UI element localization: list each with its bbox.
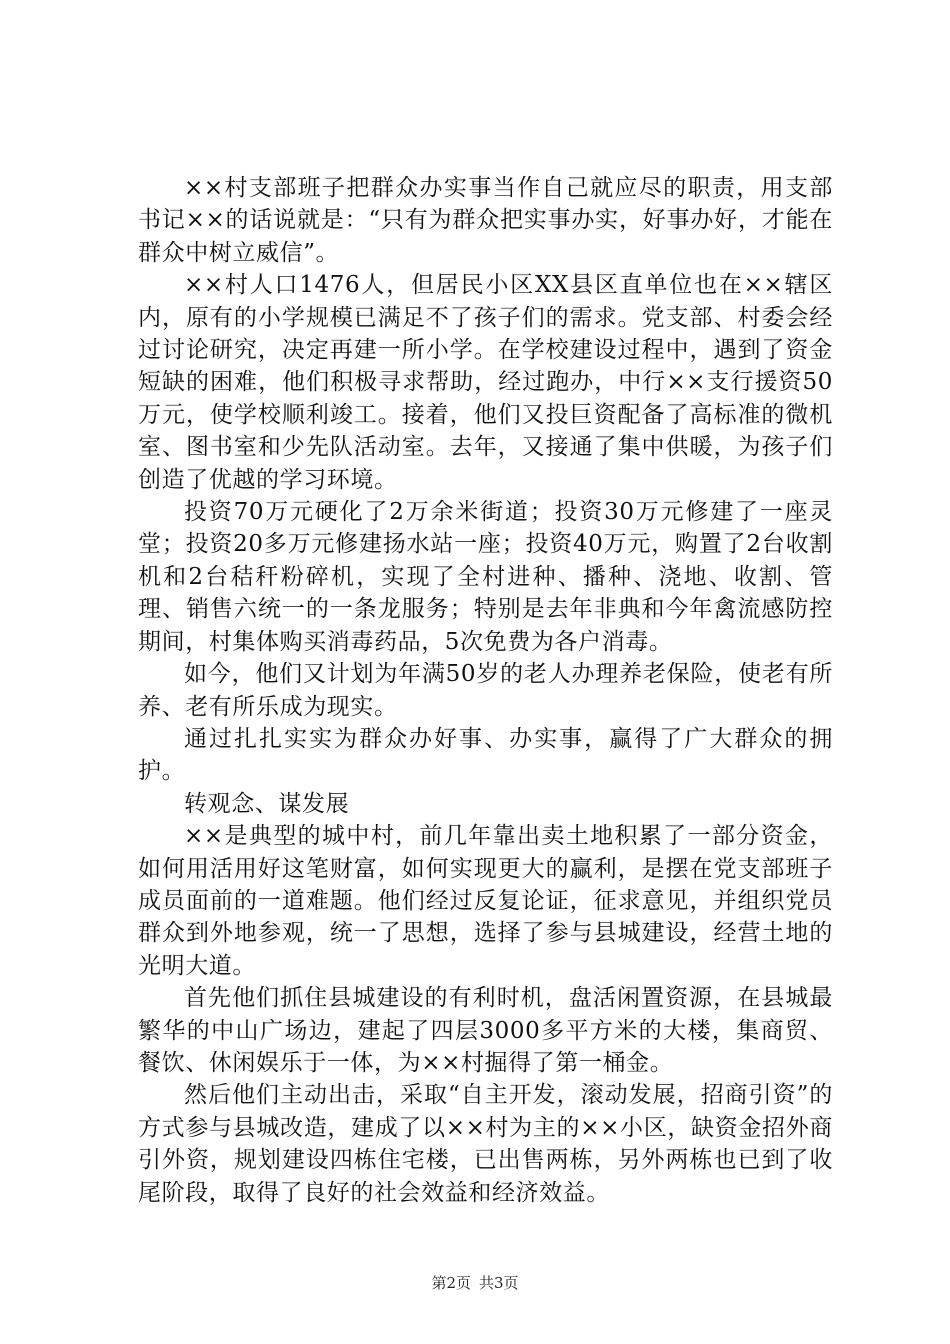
paragraph-service-duty: ××村支部班子把群众办实事当作自己就应尽的职责，用支部书记××的话说就是：“只有为群众把实事办实，好事办好，才能在群众中树立威信”。 bbox=[138, 175, 833, 266]
paragraph-residential-project: 然后他们主动出击，采取“自主开发，滚动发展，招商引资”的方式参与县城改造，建成了以××村为主的××小区，缺资金招外商引外资，规划建设四栋住宅楼，已出售两栋，另外两栋也已到了收尾阶段，取得了良好的社会效益和经济效益。 bbox=[138, 1082, 833, 1206]
page-number: 第2页 bbox=[431, 1274, 471, 1292]
paragraph-first-building: 首先他们抓住县城建设的有利时机，盘活闲置资源，在县城最繁华的中山广场边，建起了四层3000多平方米的大楼，集商贸、餐饮、休闲娱乐于一体，为××村掘得了第一桶金。 bbox=[138, 985, 833, 1076]
document-body bbox=[138, 172, 833, 1209]
paragraph-urban-village: ××是典型的城中村，前几年靠出卖土地积累了一部分资金，如何用活用好这笔财富，如何实现更大的赢利，是摆在党支部班子成员面前的一道难题。他们经过反复论证，征求意见，并组织党员群众到外地参观，统一了思想，选择了参与县城建设，经营土地的光明大道。 bbox=[138, 823, 833, 979]
page-total: 共3页 bbox=[479, 1274, 519, 1292]
section-heading: 转观念、谋发展 bbox=[184, 790, 350, 817]
paragraph-public-support: 通过扎扎实实为群众办好事、办实事，赢得了广大群众的拥护。 bbox=[138, 725, 833, 785]
page-footer bbox=[0, 1272, 950, 1293]
paragraph-pension-plan: 如今，他们又计划为年满50岁的老人办理养老保险，使老有所养、老有所乐成为现实。 bbox=[138, 661, 833, 720]
paragraph-investments: 投资70万元硬化了2万余米街道；投资30万元修建了一座灵堂；投资20多万元修建扬水站一座；投资40万元，购置了2台收割机和2台秸秆粉碎机，实现了全村进种、播种、浇地、收割、管理、销售六统一的一条龙服务；特别是去年非典和今年禽流感防控期间，村集体购买消毒药品，5次免费为各户消毒。 bbox=[138, 499, 833, 655]
paragraph-school-building: ××村人口1476人，但居民小区XX县区直单位也在××辖区内，原有的小学规模已满足不了孩子们的需求。党支部、村委会经过讨论研究，决定再建一所小学。在学校建设过程中，遇到了资金短缺的困难，他们积极寻求帮助，经过跑办，中行××支行援资50万元，使学校顺利竣工。接着，他们又投巨资配备了高标准的微机室、图书室和少先队活动室。去年，又接通了集中供暖，为孩子们创造了优越的学习环境。 bbox=[138, 272, 833, 493]
